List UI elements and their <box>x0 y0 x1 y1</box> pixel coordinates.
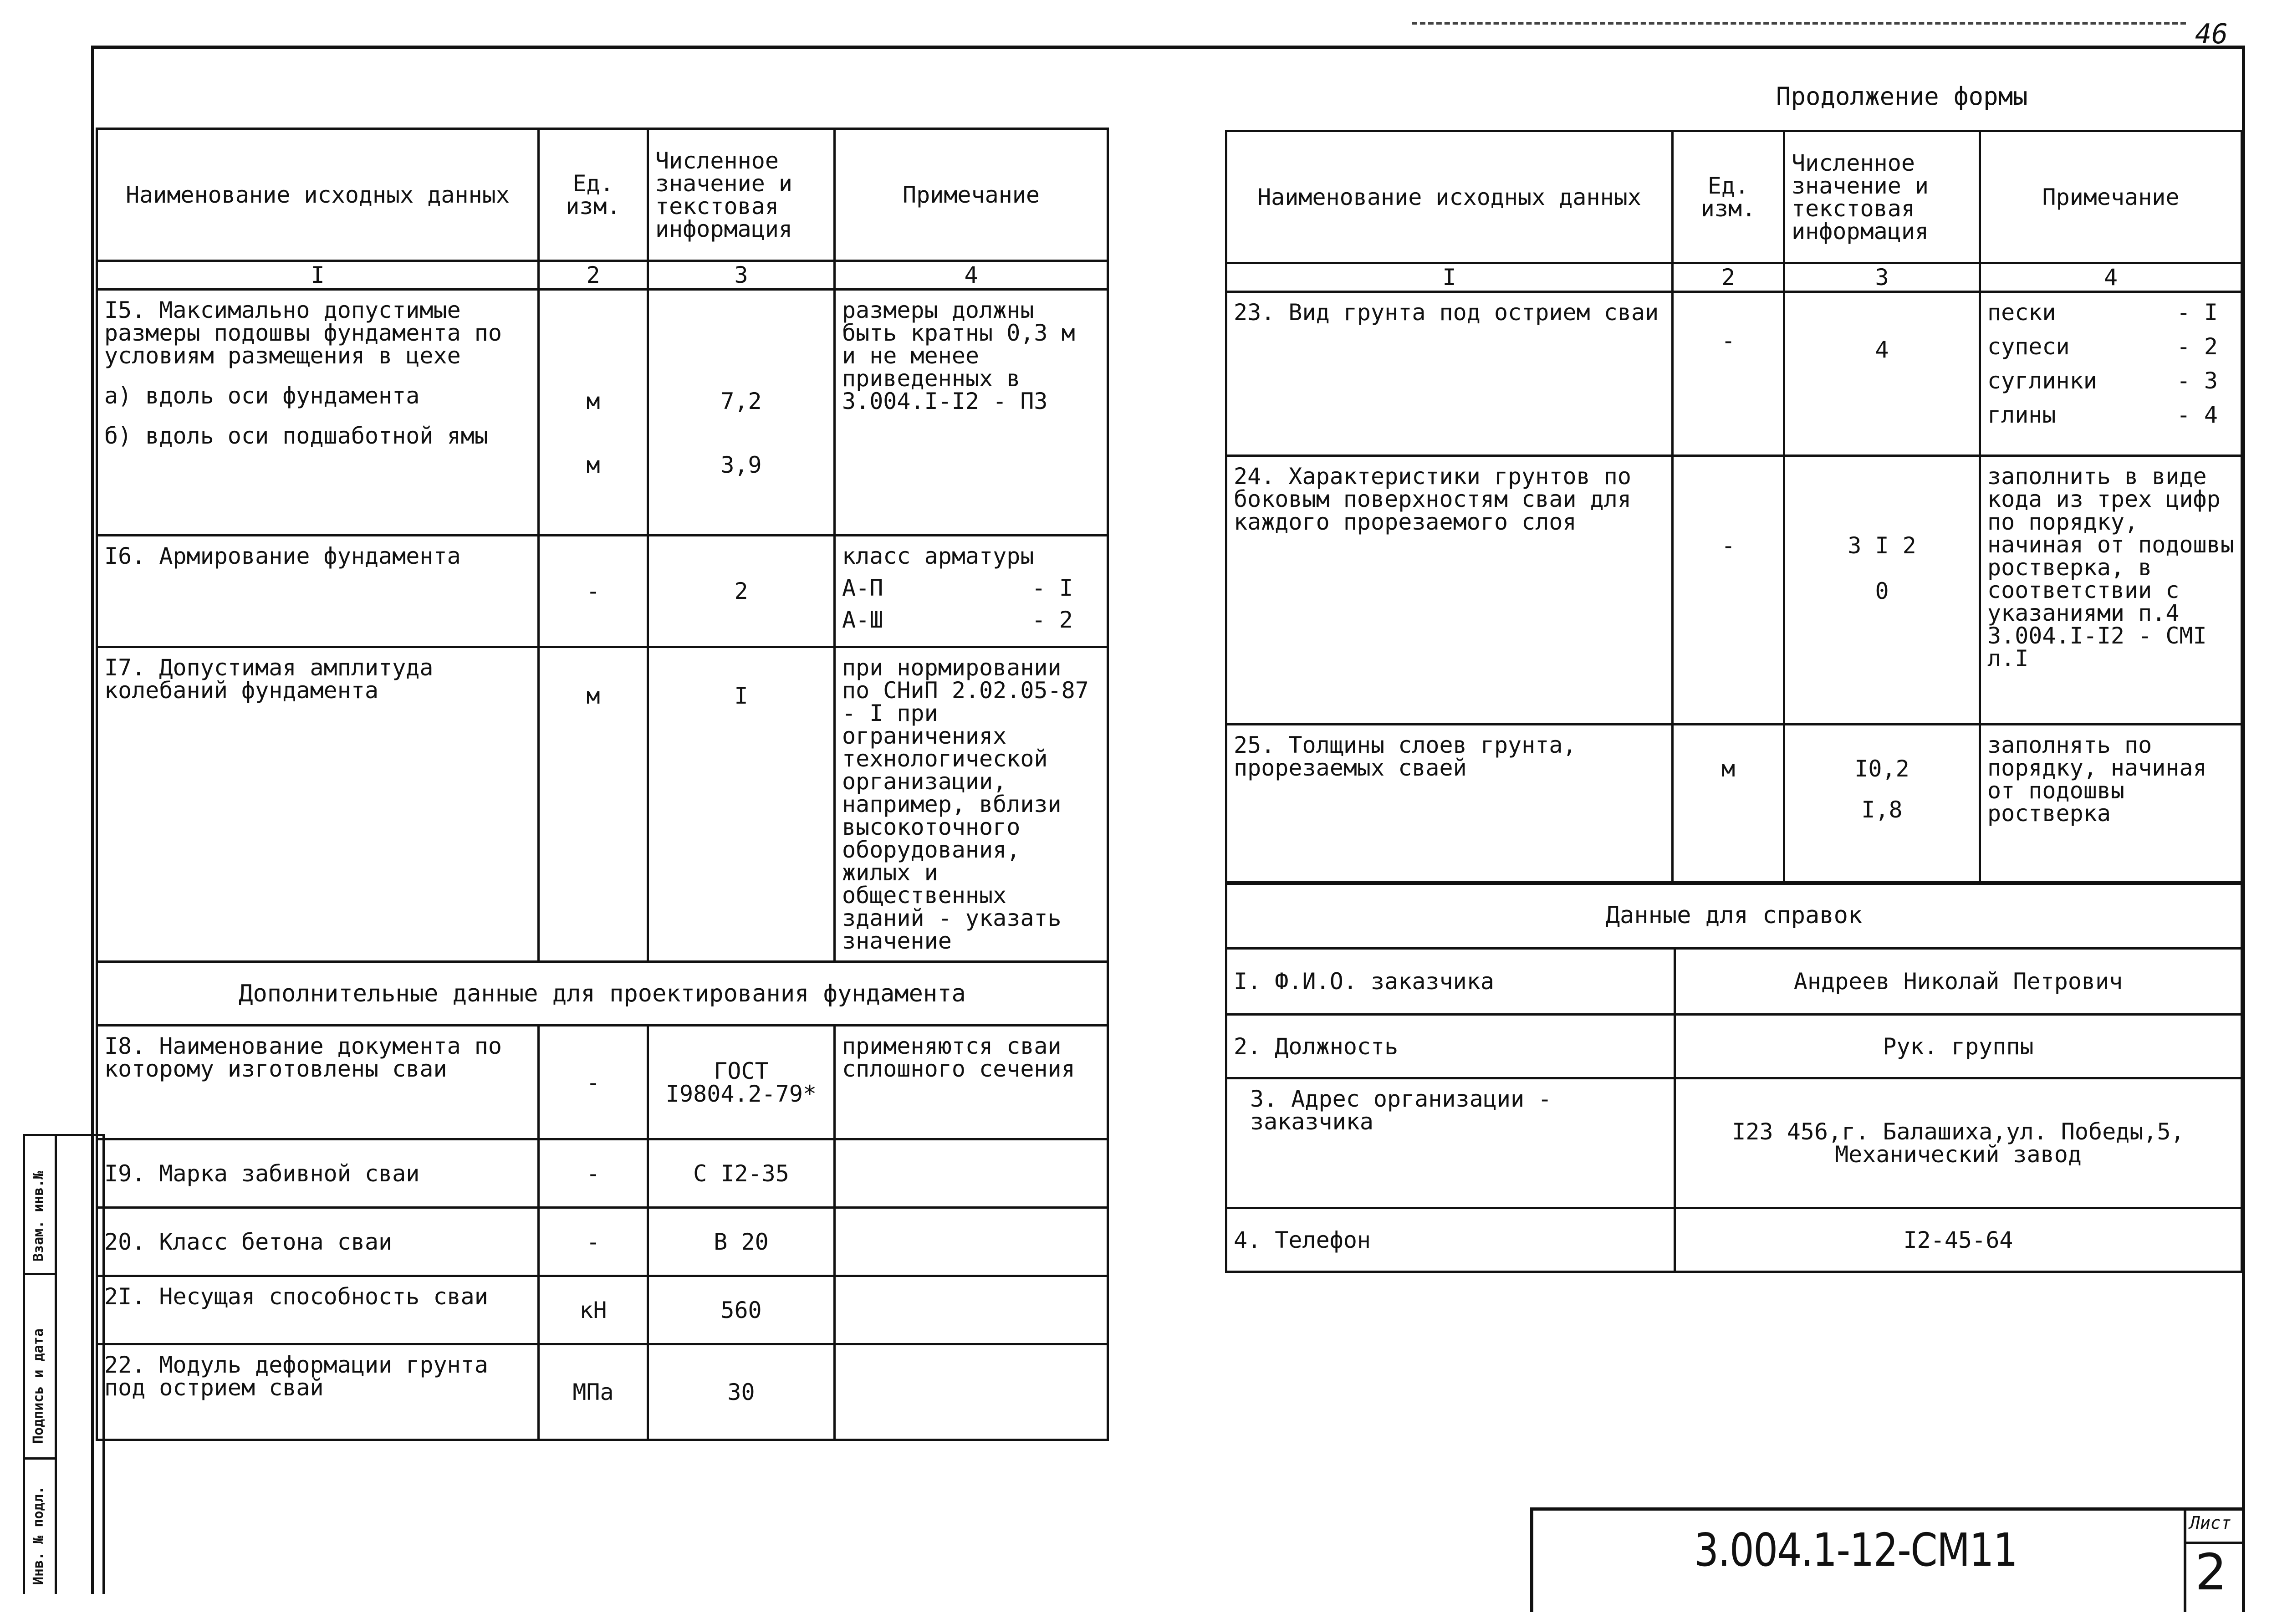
row-23-unit: - <box>1673 292 1784 456</box>
reference-value-3: I23 456,г. Балашиха,ул. Победы,5, Механический завод <box>1675 1078 2242 1208</box>
row-18 <box>97 1026 1108 1139</box>
row-23-note-item-4: глины - 4 <box>1987 402 2218 428</box>
row-18-note: применяются сваи сплошного сечения <box>835 1026 1108 1139</box>
reference-title: Данные для справок <box>1226 883 2242 949</box>
header-row <box>97 129 1108 261</box>
row-25-name: 25. Толщины слоев грунта, прорезаемых сваей <box>1226 725 1673 884</box>
row-19-note <box>835 1139 1108 1208</box>
header-note: Примечание <box>835 129 1108 261</box>
row-18-unit: - <box>539 1026 648 1139</box>
row-19 <box>97 1139 1108 1208</box>
title-block-code: 3.004.1-12-СМ11 <box>1694 1523 2017 1577</box>
row-16-note-title: класс арматуры <box>842 543 1034 569</box>
sheet-number: 2 <box>2195 1543 2227 1601</box>
sheet-label: Лист <box>2190 1513 2231 1533</box>
row-23-name: 23. Вид грунта под острием сваи <box>1226 292 1673 456</box>
right-header-value: Численное значение и текстовая информация <box>1784 131 1980 263</box>
row-23-value: 4 <box>1784 292 1980 456</box>
row-17-note: при нормировании по СНиП 2.02.05-87 - I при ограничениях технологической организации, например, вблизи высокоточного оборудования, жилых и общественных зданий - указать значение <box>835 647 1108 962</box>
row-16-note-item-1: А-П - I <box>842 575 1073 601</box>
row-24-value-1: 3 I 2 <box>1848 532 1916 559</box>
row-18-name: I8. Наименование документа по которому изготовлены сваи <box>97 1026 539 1139</box>
right-header-row <box>1226 131 2242 263</box>
col-num-3: 3 <box>648 261 835 290</box>
row-24-note: заполнить в виде кода из трех цифр по порядку, начиная от подошвы ростверка, в соответствии с указаниями п.4 3.004.I-I2 - СМI л.I <box>1980 456 2242 725</box>
row-15-note: размеры должны быть кратны 0,3 м и не менее приведенных в 3.004.I-I2 - ПЗ <box>835 290 1108 536</box>
page-corner-number: 46 <box>2195 18 2228 50</box>
side-label-signature-date: Подпись и дата <box>31 1328 46 1444</box>
left-table <box>96 128 1109 1441</box>
row-15-sub-a: а) вдоль оси фундамента <box>104 383 420 409</box>
row-15-name: I5. Максимально допустимые размеры подошвы фундамента по условиям размещения в цехе <box>104 297 502 369</box>
row-17-name: I7. Допустимая амплитуда колебаний фундамента <box>97 647 539 962</box>
right-header-name: Наименование исходных данных <box>1226 131 1673 263</box>
row-20-unit: - <box>539 1208 648 1276</box>
row-23 <box>1226 292 2242 456</box>
row-15 <box>97 290 1108 536</box>
reference-row-4 <box>1226 1208 2242 1272</box>
right-col-num-1: I <box>1226 263 1673 292</box>
reference-section-row <box>1226 883 2242 949</box>
right-col-num-2: 2 <box>1673 263 1784 292</box>
reference-value-2: Рук. группы <box>1675 1015 2242 1078</box>
row-23-note-item-1: пески - I <box>1987 299 2218 326</box>
additional-title: Дополнительные данные для проектирования фундамента <box>97 962 1108 1026</box>
row-25 <box>1226 725 2242 884</box>
row-25-note: заполнять по порядку, начиная от подошвы ростверка <box>1980 725 2242 884</box>
continuation-title: Продолжение формы <box>1776 82 2028 111</box>
row-22-value: 30 <box>648 1344 835 1440</box>
row-21 <box>97 1276 1108 1344</box>
row-22 <box>97 1344 1108 1440</box>
row-16 <box>97 536 1108 647</box>
row-19-value: С I2-35 <box>648 1139 835 1208</box>
row-16-unit: - <box>539 536 648 647</box>
row-22-name: 22. Модуль деформации грунта под острием свай <box>97 1344 539 1440</box>
side-label-inv-original: Инв. № подл. <box>31 1486 46 1585</box>
header-unit: Ед. изм. <box>539 129 648 261</box>
row-16-value: 2 <box>648 536 835 647</box>
row-22-unit: МПа <box>539 1344 648 1440</box>
col-num-1: I <box>97 261 539 290</box>
col-num-4: 4 <box>835 261 1108 290</box>
reference-row-2 <box>1226 1015 2242 1078</box>
right-header-note: Примечание <box>1980 131 2242 263</box>
column-number-row <box>97 261 1108 290</box>
col-num-2: 2 <box>539 261 648 290</box>
reference-label-2: 2. Должность <box>1226 1015 1675 1078</box>
row-20-note <box>835 1208 1108 1276</box>
top-dashed-line <box>1412 22 2186 25</box>
reference-row-1 <box>1226 949 2242 1015</box>
row-15-value-b: 3,9 <box>720 452 762 478</box>
reference-table <box>1225 881 2243 1273</box>
reference-value-1: Андреев Николай Петрович <box>1675 949 2242 1015</box>
additional-section-row <box>97 962 1108 1026</box>
row-21-note <box>835 1276 1108 1344</box>
row-15-unit-b: м <box>586 452 600 478</box>
row-16-name: I6. Армирование фундамента <box>97 536 539 647</box>
row-15-value-a: 7,2 <box>720 388 762 414</box>
row-21-unit: кН <box>539 1276 648 1344</box>
row-21-value: 560 <box>648 1276 835 1344</box>
right-header-unit: Ед. изм. <box>1673 131 1784 263</box>
row-24-name: 24. Характеристики грунтов по боковым поверхностям сваи для каждого прорезаемого слоя <box>1226 456 1673 725</box>
right-col-num-3: 3 <box>1784 263 1980 292</box>
reference-row-3 <box>1226 1078 2242 1208</box>
side-label-inv-swap: Взам. инв.№ <box>31 1171 46 1261</box>
reference-label-4: 4. Телефон <box>1226 1208 1675 1272</box>
row-15-unit-a: м <box>586 388 600 414</box>
right-column-number-row <box>1226 263 2242 292</box>
reference-label-3: 3. Адрес организации - заказчика <box>1226 1078 1675 1208</box>
row-21-name: 2I. Несущая способность сваи <box>97 1276 539 1344</box>
row-19-name: I9. Марка забивной сваи <box>97 1139 539 1208</box>
row-24 <box>1226 456 2242 725</box>
right-col-num-4: 4 <box>1980 263 2242 292</box>
row-16-note-item-2: А-Ш - 2 <box>842 607 1073 633</box>
reference-label-1: I. Ф.И.О. заказчика <box>1226 949 1675 1015</box>
row-25-value-2: I,8 <box>1861 797 1903 823</box>
row-24-unit: - <box>1673 456 1784 725</box>
row-22-note <box>835 1344 1108 1440</box>
row-17 <box>97 647 1108 962</box>
row-23-note-item-2: супеси - 2 <box>1987 333 2218 360</box>
row-19-unit: - <box>539 1139 648 1208</box>
row-18-value: ГОСТ I9804.2-79* <box>648 1026 835 1139</box>
row-25-unit: м <box>1673 725 1784 884</box>
row-15-sub-b: б) вдоль оси подшаботной ямы <box>104 423 488 449</box>
header-value: Численное значение и текстовая информация <box>648 129 835 261</box>
row-24-value-2: 0 <box>1875 578 1889 604</box>
row-20-value: В 20 <box>648 1208 835 1276</box>
row-17-value: I <box>648 647 835 962</box>
row-17-unit: м <box>539 647 648 962</box>
row-23-note-item-3: суглинки - 3 <box>1987 368 2218 394</box>
row-20-name: 20. Класс бетона сваи <box>97 1208 539 1276</box>
header-name: Наименование исходных данных <box>97 129 539 261</box>
row-25-value-1: I0,2 <box>1854 756 1909 782</box>
row-20 <box>97 1208 1108 1276</box>
right-table <box>1225 130 2243 885</box>
reference-value-4: I2-45-64 <box>1675 1208 2242 1272</box>
